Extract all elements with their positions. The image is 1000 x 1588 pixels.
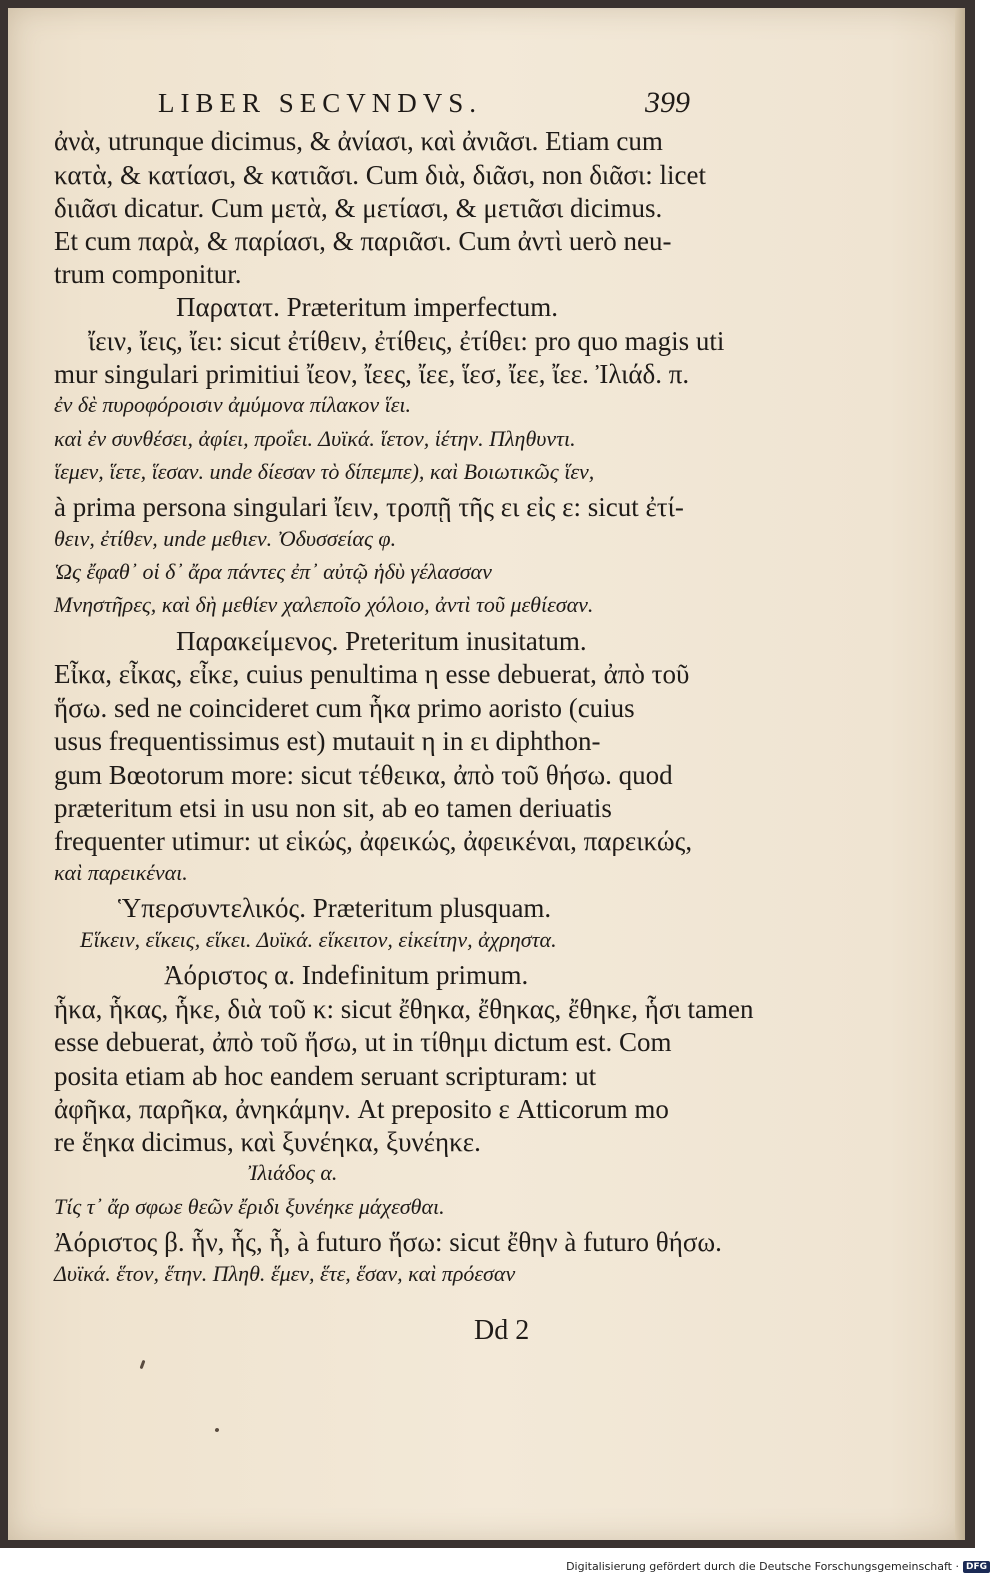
text-line: Ἀόριστος β. ἧν, ἧς, ἧ, à futuro ἥσω: sicut ἔθην à futuro θήσω. <box>54 1227 722 1257</box>
text-line: ἀφῆκα, παρῆκα, ἀνηκάμην. At preposito ε Atticorum mo <box>54 1094 669 1124</box>
page-number: 399 <box>645 86 690 119</box>
text-line: ἧκα, ἧκας, ἧκε, διὰ τοῦ κ: sicut ἔθηκα, ἔθηκας, ἔθηκε, ἧσι tamen <box>54 994 754 1024</box>
text-line: ἵεμεν, ἵετε, ἵεσαν. unde δίεσαν τὸ δίπεμπε), καὶ Βοιωτικῶς ἵεν, <box>54 459 595 484</box>
text-line: ἀνὰ, utrunque dicimus, & ἀνίασι, καὶ ἀνιᾶσι. Etiam cum <box>54 126 663 156</box>
text-line: κατὰ, & κατίασι, & κατιᾶσι. Cum διὰ, διᾶσι, non διᾶσι: licet <box>54 160 706 190</box>
text-line: usus frequentissimus est) mutauit η in ει diphthon- <box>54 726 601 756</box>
text-line: Et cum παρὰ, & παρίασι, & παριᾶσι. Cum ἀντὶ uerò neu- <box>54 226 672 256</box>
footer <box>566 1560 990 1573</box>
text-line: gum Bœotorum more: sicut τέθεικα, ἀπὸ τοῦ θήσω. quod <box>54 760 673 790</box>
text-line: Δυϊκά. ἕτον, ἕτην. Πληθ. ἕμεν, ἕτε, ἕσαν, καὶ πρόεσαν <box>54 1261 516 1286</box>
book-page <box>8 8 965 1540</box>
text-line: esse debuerat, ἀπὸ τοῦ ἥσω, ut in τίθημι dictum est. Com <box>54 1027 672 1057</box>
running-head: LIBER SECVNDVS. <box>158 88 483 118</box>
text-line: Παρατατ. Præteritum imperfectum. <box>176 292 559 322</box>
text-line: Εἵκειν, εἵκεις, εἵκει. Δυϊκά. εἵκειτον, εἱκείτην, ἀχρηστα. <box>80 927 557 952</box>
text-line: Τίς τ᾽ ἄρ σφωε θεῶν ἔριδι ξυνέηκε μάχεσθαι. <box>54 1194 445 1219</box>
text-line: Μνηστῆρες, καὶ δὴ μεθίεν χαλεποῖο χόλοιο, ἀντὶ τοῦ μεθίεσαν. <box>54 592 594 617</box>
text-line: θειν, ἐτίθεν, unde μεθιεν. Ὀδυσσείας φ. <box>54 526 397 551</box>
text-line: ἥσω. sed ne coincideret cum ἧκα primo aoristo (cuius <box>54 693 635 723</box>
text-line: Ὡς ἔφαθ᾽ οἱ δ᾽ ἄρα πάντες ἐπ᾽ αὐτῷ ἡδὺ γέλασσαν <box>54 559 492 584</box>
dfg-logo-icon: DFG <box>963 1561 990 1573</box>
text-line: ἐν δὲ πυροφόροισιν ἀμύμονα πίλακον ἵει. <box>54 392 412 417</box>
text-line: præteritum etsi in usu non sit, ab eo tamen deriuatis <box>54 793 612 823</box>
text-line: καὶ παρεικέναι. <box>54 860 188 885</box>
text-line: frequenter utimur: ut εἱκώς, ἀφεικώς, ἀφεικέναι, παρεικώς, <box>54 826 693 856</box>
text-line: trum componitur. <box>54 259 242 289</box>
text-line: διιᾶσι dicatur. Cum μετὰ, & μετίασι, & μετιᾶσι dicimus. <box>54 193 663 223</box>
text-line: posita etiam ab hoc eandem seruant scripturam: ut <box>54 1061 597 1091</box>
text-line: Ὑπερσυντελικός. Præteritum plusquam. <box>118 893 552 923</box>
funding-credit: Digitalisierung gefördert durch die Deutsche Forschungsgemeinschaft · <box>566 1560 959 1573</box>
text-block <box>8 8 965 1540</box>
text-line: Ἀόριστος α. Indefinitum primum. <box>164 960 529 990</box>
text-line: à prima persona singulari ἴειν, τροπῇ τῆς ει εἰς ε: sicut ἐτί- <box>54 492 684 522</box>
text-line: καὶ ἐν συνθέσει, ἀφίει, προΐει. Δυϊκά. ἵετον, ἱέτην. Πληθυντι. <box>54 426 576 451</box>
signature-mark: Dd 2 <box>474 1315 530 1346</box>
text-line: ἴειν, ἴεις, ἴει: sicut ἐτίθειν, ἐτίθεις, ἐτίθει: pro quo magis uti <box>88 326 725 356</box>
text-line: Παρακείμενος. Preteritum inusitatum. <box>176 626 587 656</box>
text-line: Ἰλιάδος α. <box>248 1160 338 1185</box>
text-line: Εἶκα, εἶκας, εἶκε, cuius penultima η esse debuerat, ἀπὸ τοῦ <box>54 659 690 689</box>
text-line: re ἕηκα dicimus, καὶ ξυνέηκα, ξυνέηκε. <box>54 1127 481 1157</box>
text-line: mur singulari primitiui ἴεον, ἴεες, ἴεε, ἵεσ, ἴεε, ἴεε. Ἰλιάδ. π. <box>54 359 690 389</box>
